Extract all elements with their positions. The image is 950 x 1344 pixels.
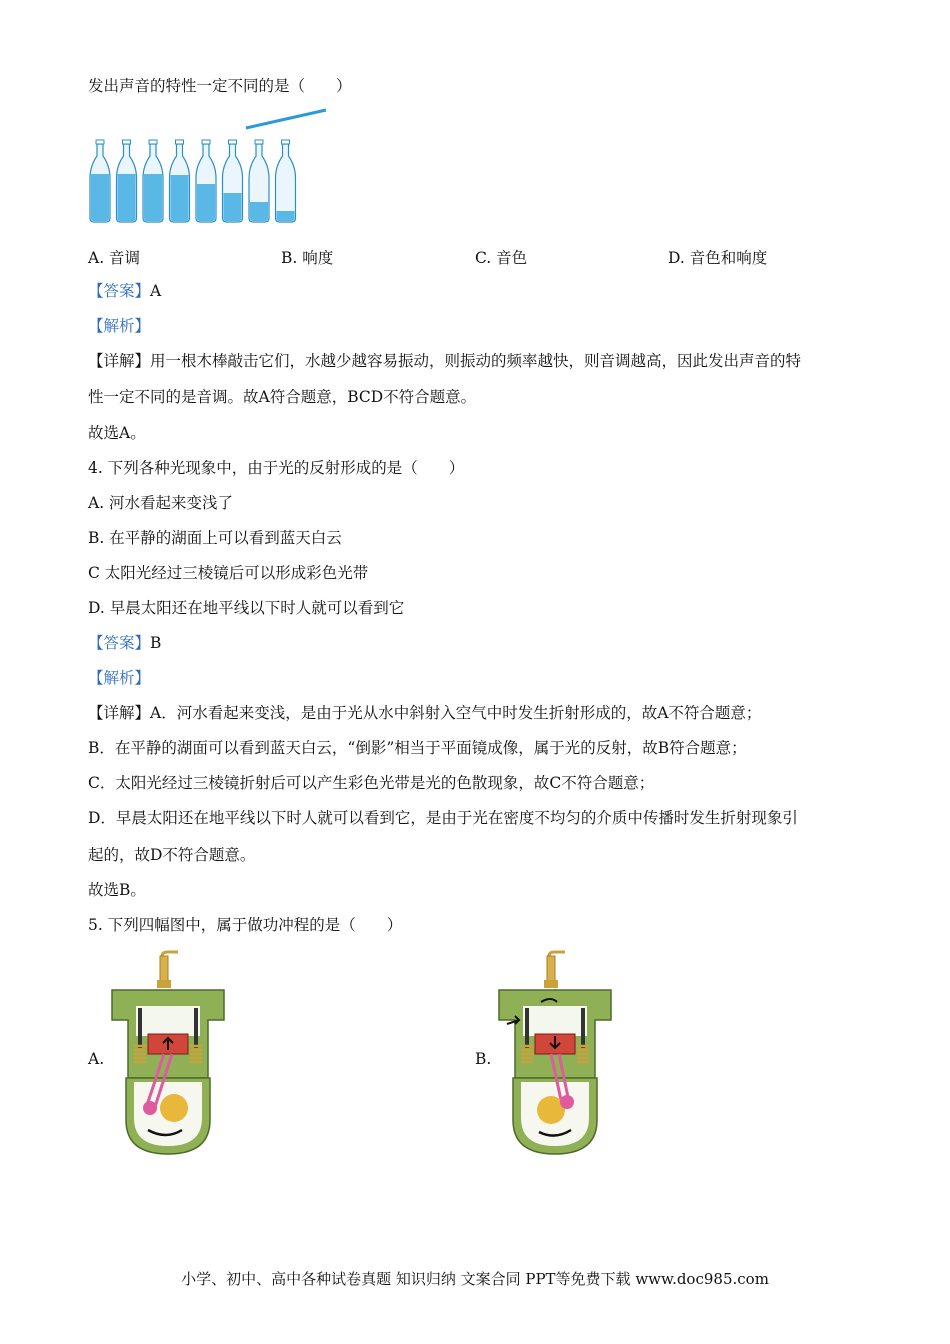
q4-option-b: B. 在平静的湖面上可以看到蓝天白云 — [88, 529, 342, 547]
spark-plug — [157, 952, 178, 988]
q3-answer-line — [88, 281, 161, 301]
q4-answer: B — [150, 634, 162, 652]
valve-left — [138, 1008, 142, 1048]
q5-label-b: B. — [475, 1050, 492, 1068]
bottle-rim — [282, 140, 290, 144]
valve-right — [581, 1008, 585, 1048]
q3-option-c: C. 音色 — [475, 249, 528, 267]
bottle-water — [197, 184, 215, 221]
detail-tag: 【详解】 — [88, 704, 151, 722]
bottle-rim — [229, 140, 237, 144]
q5-stem: 5. 下列四幅图中，属于做功冲程的是（ ） — [88, 916, 403, 934]
engine-figure-a — [108, 950, 228, 1158]
bottle-water — [277, 211, 295, 221]
q4-option-d: D. 早晨太阳还在地平线以下时人就可以看到它 — [88, 599, 405, 617]
q3-detail-text-1: 用一根木棒敲击它们，水越少越容易振动，则振动的频率越快，则音调越高，因此发出声音的特 — [150, 352, 802, 370]
bottle — [276, 144, 296, 222]
q3-option-d: D. 音色和响度 — [668, 249, 768, 267]
bottle-water — [91, 174, 109, 221]
bottle-rim — [202, 140, 210, 144]
bottle-rim — [176, 140, 184, 144]
engine-figure-b — [495, 950, 615, 1158]
q3-analysis-tag: 【解析】 — [88, 317, 151, 335]
q4-analysis-tag: 【解析】 — [88, 669, 151, 687]
q4-stem: 4. 下列各种光现象中，由于光的反射形成的是（ ） — [88, 459, 465, 477]
bottle-water — [118, 174, 136, 221]
spark-plug — [544, 952, 565, 988]
bottle-rim — [255, 140, 263, 144]
valve-right — [194, 1008, 198, 1048]
combustion-chamber — [136, 1006, 200, 1036]
q4-option-c: C 太阳光经过三棱镜后可以形成彩色光带 — [88, 564, 369, 582]
q3-stem-tail: 发出声音的特性一定不同的是（ ） — [88, 77, 352, 95]
answer-tag: 【答案】 — [88, 634, 151, 652]
crank-wheel — [160, 1094, 188, 1122]
q3-choose: 故选A。 — [88, 424, 146, 442]
q4-option-a: A. 河水看起来变浅了 — [88, 494, 234, 512]
bottle-water — [171, 175, 189, 221]
page-footer: 小学、初中、高中各种试卷真题 知识归纳 文案合同 PPT等免费下载 www.doc985.com — [181, 1270, 769, 1288]
q4-choose: 故选B。 — [88, 881, 146, 899]
q4-detail-d1: D．早晨太阳还在地平线以下时人就可以看到它，是由于光在密度不均匀的介质中传播时发生折射现象引 — [88, 809, 798, 827]
q3-option-a: A. 音调 — [88, 249, 141, 267]
combustion-chamber — [523, 1006, 587, 1036]
q3-detail-line-2: 性一定不同的是音调。故A符合题意，BCD不符合题意。 — [88, 388, 477, 406]
q3-detail-line-1 — [88, 351, 801, 371]
bottle-water — [144, 174, 162, 221]
bottle-rim — [123, 140, 131, 144]
q4-detail-a-line — [88, 703, 761, 723]
bottle-water — [224, 193, 242, 221]
striking-stick — [246, 110, 326, 128]
q4-answer-line — [88, 633, 161, 653]
q4-detail-b: B．在平静的湖面可以看到蓝天白云，“倒影”相当于平面镜成像，属于光的反射，故B符合题意； — [88, 739, 747, 757]
detail-tag: 【详解】 — [88, 352, 151, 370]
q4-detail-a: A．河水看起来变浅，是由于光从水中斜射入空气中时发生折射形成的，故A不符合题意； — [150, 704, 762, 722]
valve-left — [525, 1008, 529, 1048]
q4-detail-d2: 起的，故D不符合题意。 — [88, 846, 256, 864]
bottles-figure — [84, 104, 334, 226]
q3-option-b: B. 响度 — [281, 249, 334, 267]
answer-tag: 【答案】 — [88, 282, 151, 300]
q5-label-a: A. — [88, 1050, 105, 1068]
q3-answer: A — [150, 282, 162, 300]
bottle-water — [250, 202, 268, 221]
bottle-rim — [96, 140, 104, 144]
q4-detail-c: C．太阳光经过三棱镜折射后可以产生彩色光带是光的色散现象，故C不符合题意； — [88, 774, 655, 792]
bottle-rim — [149, 140, 157, 144]
